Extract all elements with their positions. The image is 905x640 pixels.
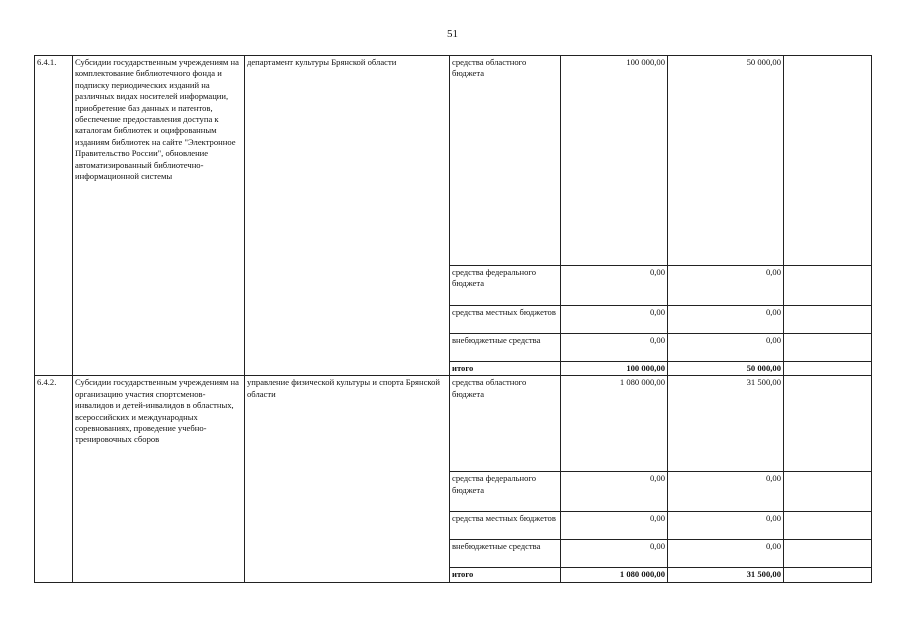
item-description: Субсидии государственным учреждениям на организацию участия спортсменов-инвалидов и детей-инвалидов в областных, всероссийских и международных соревнованиях, проведение учебно-тренировочных сборов bbox=[73, 376, 245, 582]
amount-cell: 1 080 000,00 bbox=[561, 376, 668, 472]
amount-cell: 0,00 bbox=[561, 472, 668, 512]
funding-source: средства местных бюджетов bbox=[450, 306, 561, 334]
amount-cell bbox=[784, 334, 872, 362]
amount-cell: 0,00 bbox=[668, 540, 784, 568]
amount-cell bbox=[784, 472, 872, 512]
total-amount bbox=[784, 568, 872, 582]
amount-cell: 0,00 bbox=[668, 512, 784, 540]
amount-cell: 0,00 bbox=[561, 306, 668, 334]
amount-cell: 0,00 bbox=[668, 334, 784, 362]
item-code: 6.4.2. bbox=[35, 376, 73, 582]
item-description: Субсидии государственным учреждениям на комплектование библиотечного фонда и подписку периодических изданий на различных видах носителей информации, приобретение баз данных и патентов, обеспечение предоставления доступа к каталогам библиотек и оцифрованным изданиям библиотек на сайте "Электронное Правительство России", обновление автоматизированный библиотечно-информационной системы bbox=[73, 56, 245, 376]
amount-cell: 0,00 bbox=[668, 306, 784, 334]
total-amount bbox=[784, 362, 872, 376]
table-row bbox=[35, 56, 872, 266]
funding-source: внебюджетные средства bbox=[450, 540, 561, 568]
amount-cell: 0,00 bbox=[668, 472, 784, 512]
amount-cell bbox=[784, 376, 872, 472]
funding-source: средства федерального бюджета bbox=[450, 266, 561, 306]
amount-cell bbox=[784, 56, 872, 266]
total-amount: 31 500,00 bbox=[668, 568, 784, 582]
amount-cell bbox=[784, 266, 872, 306]
amount-cell: 50 000,00 bbox=[668, 56, 784, 266]
funding-source: средства областного бюджета bbox=[450, 376, 561, 472]
amount-cell: 0,00 bbox=[561, 512, 668, 540]
page-number: 51 bbox=[447, 28, 458, 40]
total-amount: 1 080 000,00 bbox=[561, 568, 668, 582]
amount-cell: 0,00 bbox=[668, 266, 784, 306]
amount-cell: 0,00 bbox=[561, 334, 668, 362]
amount-cell: 31 500,00 bbox=[668, 376, 784, 472]
item-executor: департамент культуры Брянской области bbox=[245, 56, 450, 376]
funding-source: средства федерального бюджета bbox=[450, 472, 561, 512]
funding-source: средства областного бюджета bbox=[450, 56, 561, 266]
amount-cell: 0,00 bbox=[561, 266, 668, 306]
funding-source: внебюджетные средства bbox=[450, 334, 561, 362]
total-amount: 100 000,00 bbox=[561, 362, 668, 376]
item-executor: управление физической культуры и спорта Брянской области bbox=[245, 376, 450, 582]
amount-cell bbox=[784, 540, 872, 568]
budget-table bbox=[34, 55, 872, 583]
total-label: итого bbox=[450, 568, 561, 582]
amount-cell: 100 000,00 bbox=[561, 56, 668, 266]
amount-cell: 0,00 bbox=[561, 540, 668, 568]
total-amount: 50 000,00 bbox=[668, 362, 784, 376]
table-row bbox=[35, 376, 872, 472]
total-label: итого bbox=[450, 362, 561, 376]
amount-cell bbox=[784, 512, 872, 540]
item-code: 6.4.1. bbox=[35, 56, 73, 376]
amount-cell bbox=[784, 306, 872, 334]
funding-source: средства местных бюджетов bbox=[450, 512, 561, 540]
